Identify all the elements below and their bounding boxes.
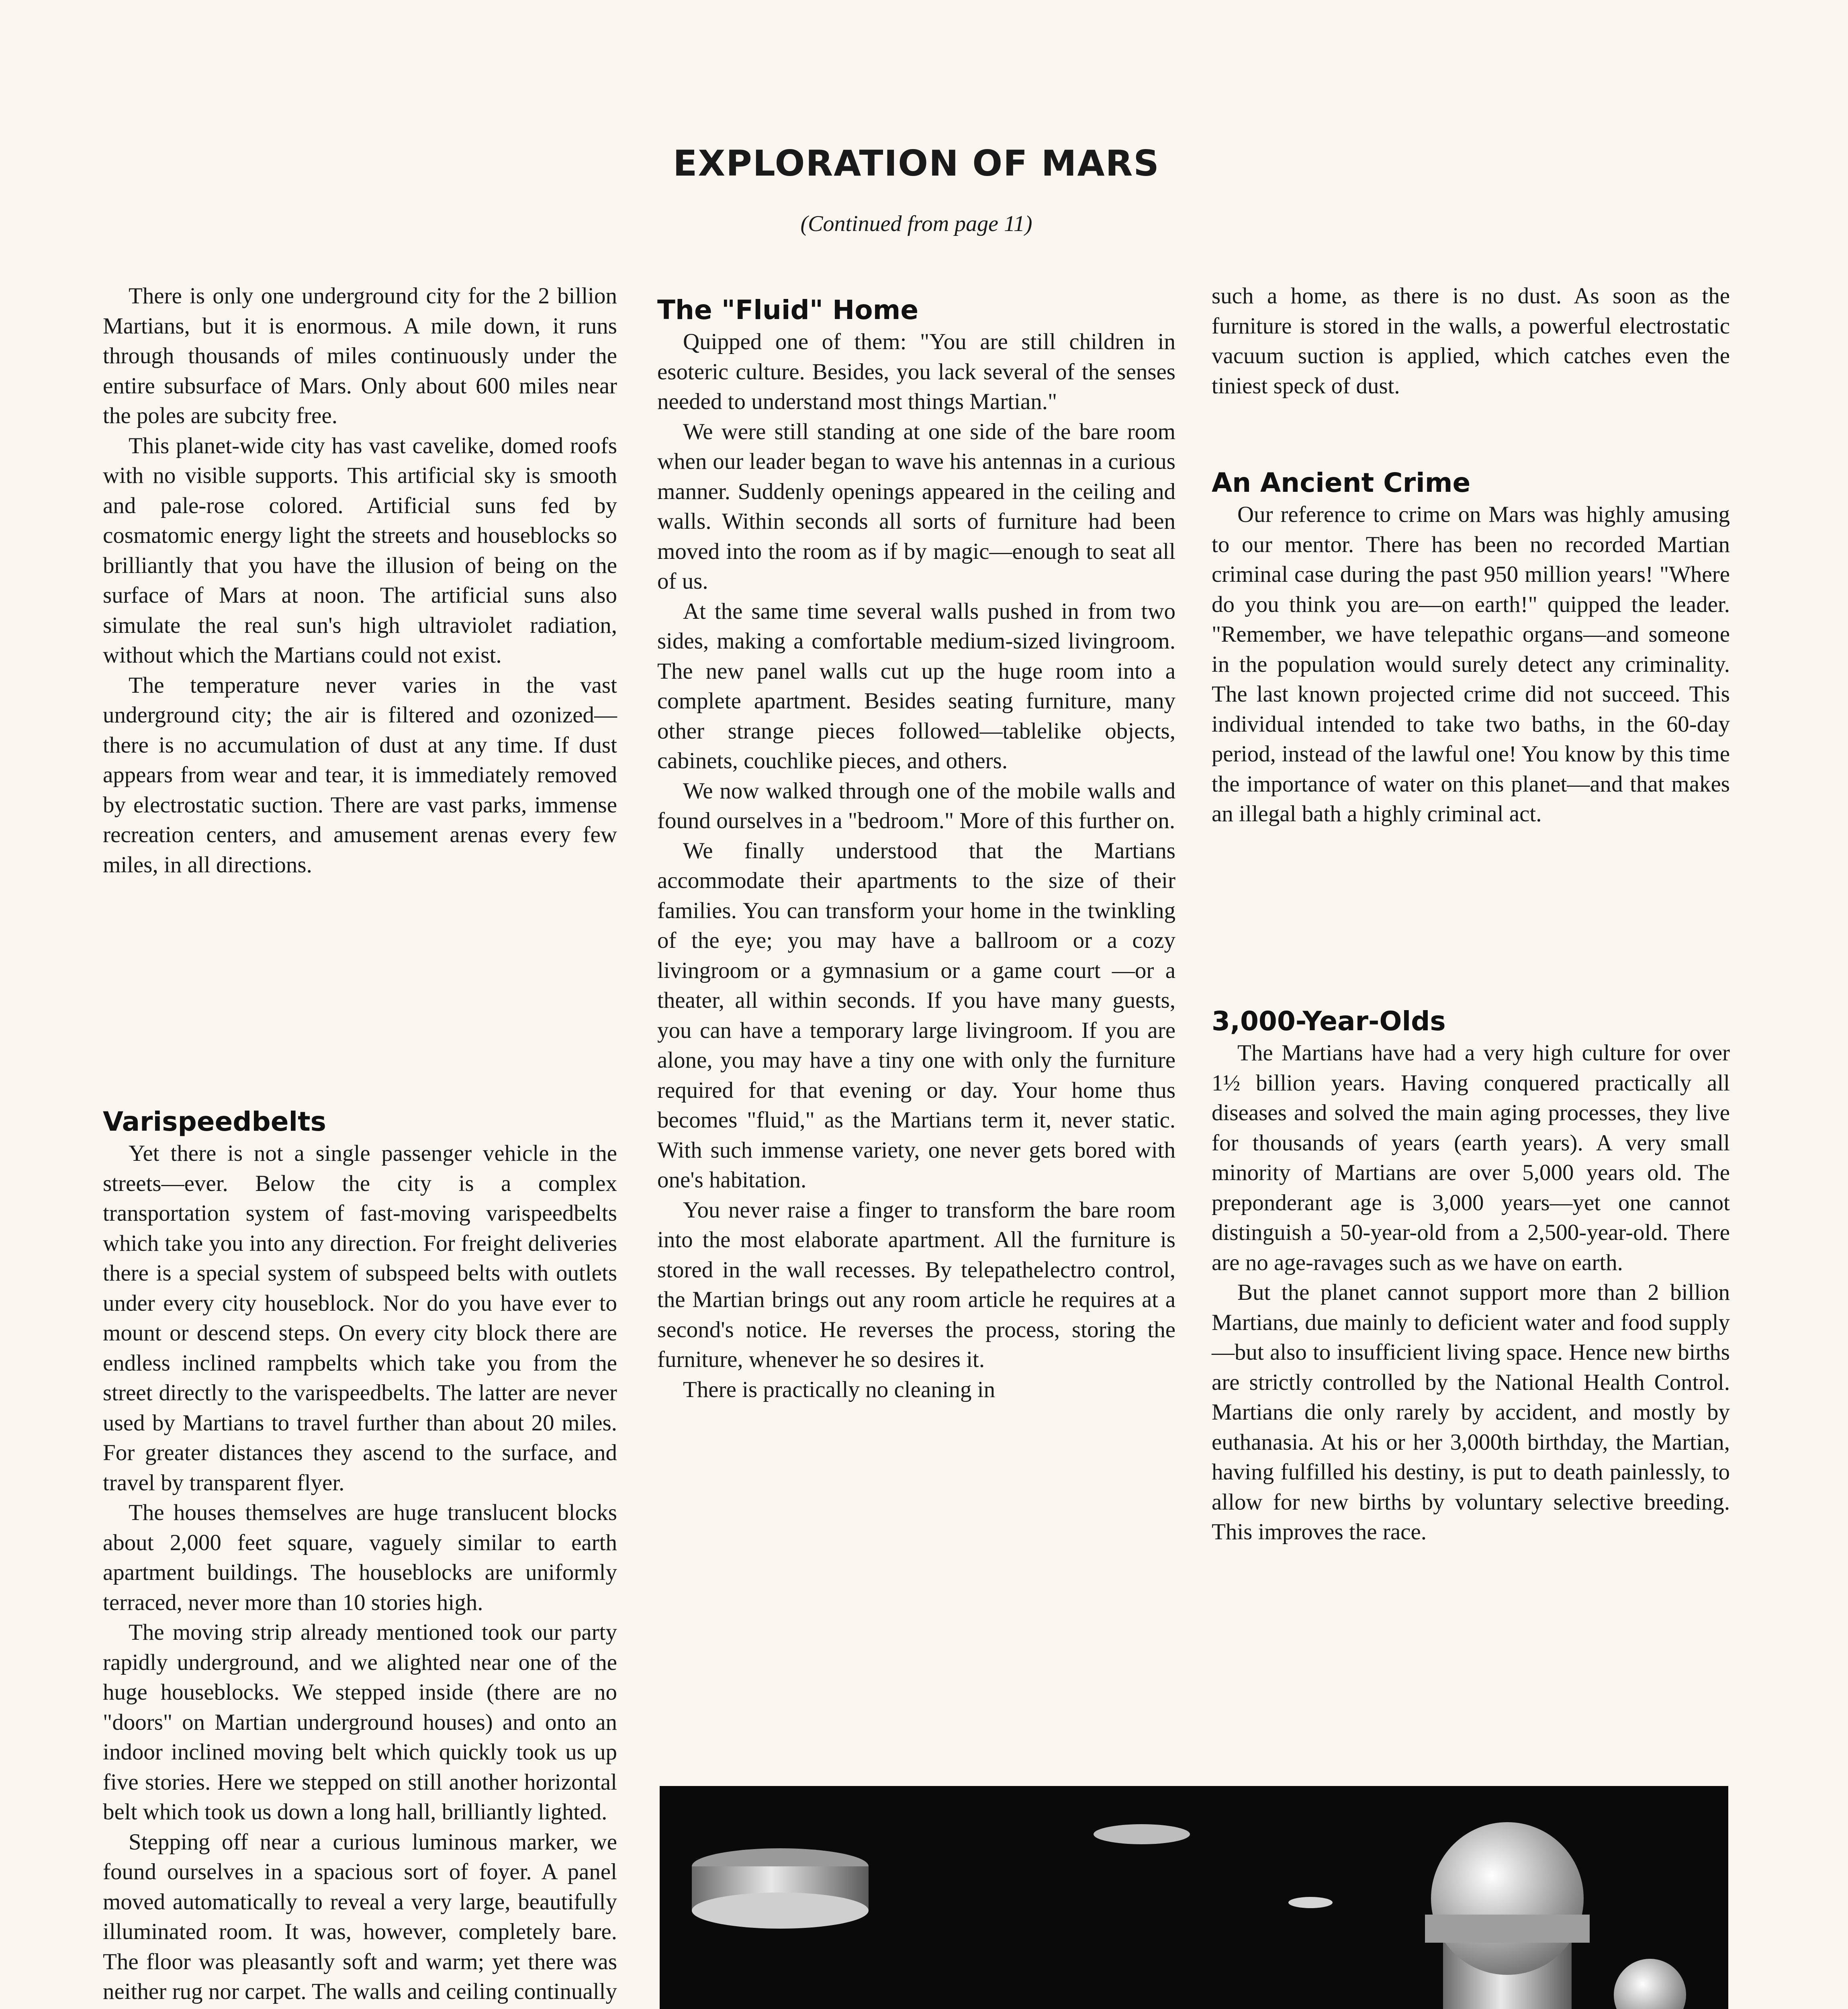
paragraph: The temperature never varies in the vast underground city; the air is filtered and ozonized—there is no accumulation of dust at any time. If dust appears from wear and tear, it is immediately removed by electrostatic suction. There are vast parks, immense recreation centers, and amusement arenas every few miles, in all directions. (103, 672, 617, 878)
paragraph: We now walked through one of the mobile walls and found ourselves in a "bedroom." More of this further on. (657, 778, 1175, 833)
paragraph: The Martians have had a very high culture for over 1½ billion years. Having conquered practically all diseases and solved the main aging processes, they live for thousands of years (earth years). A very small minority of Martians are over 5,000 years old. The preponderant age is 3,000 years—yet one cannot distinguish a 50-year-old from a 2,500-year-old. There are no age-ravages such as we have on earth. (1212, 1040, 1730, 1275)
section-heading: 3,000-Year-Olds (1212, 1006, 1446, 1037)
martian-city-illustration (660, 1786, 1728, 2009)
section-fluid-home-continued (1212, 281, 1730, 401)
paragraph: Quipped one of them: "You are still children in esoteric culture. Besides, you lack several of the senses needed to understand most things Martian." (657, 329, 1175, 414)
section-heading: The "Fluid" Home (657, 295, 919, 325)
paragraph: such a home, as there is no dust. As soon as the furniture is stored in the walls, a powerful electrostatic vacuum suction is applied, which catches even the tiniest speck of dust. (1212, 283, 1730, 399)
paragraph: Our reference to crime on Mars was highly amusing to our mentor. There has been no recorded Martian criminal case during the past 950 million years! "Where do you think you are—on earth!" quipped the leader. "Remember, we have telepathic organs—and someone in the population would surely detect any criminality. The last known projected crime did not succeed. This individual intended to take two baths, in the 60-day period, instead of the lawful one! You know by this time the importance of water on this planet—and that makes an illegal bath a highly criminal act. (1212, 502, 1730, 827)
section-heading: Varispeedbelts (103, 1106, 326, 1137)
paragraph: This planet-wide city has vast cavelike, domed roofs with no visible supports. This artificial sky is smooth and pale-rose colored. Artificial suns fed by cosmatomic energy light the streets and houseblocks so brilliantly that you have the illusion of being on the surface of Mars at noon. The artificial suns also simulate the real sun's high ultraviolet radiation, without which the Martians could not exist. (103, 433, 617, 668)
paragraph: But the planet cannot support more than 2 billion Martians, due mainly to deficient water and food supply—but also to insufficient living space. Hence new births are strictly controlled by the National Health Control. Martians die only rarely by accident, and mostly by euthanasia. At his or her 3,000th birthday, the Martian, having fulfilled his destiny, is put to death painlessly, to allow for new births by voluntary selective breeding. This improves the race. (1212, 1280, 1730, 1545)
section-intro (103, 281, 617, 880)
paragraph: There is only one underground city for the 2 billion Martians, but it is enormous. A mile down, it runs through thousands of miles continuously under the entire subsurface of Mars. Only about 600 miles near the poles are subcity free. (103, 283, 617, 428)
section-heading: An Ancient Crime (1212, 467, 1471, 498)
paragraph: There is practically no cleaning in (683, 1377, 996, 1402)
paragraph: The houses themselves are huge translucent blocks about 2,000 feet square, vaguely similar to earth apartment buildings. The houseblocks are uniformly terraced, never more than 10 stories high. (103, 1500, 617, 1615)
section-varispeedbelts (103, 1105, 617, 2009)
article-title: EXPLORATION OF MARS (673, 143, 1160, 184)
paragraph: At the same time several walls pushed in from two sides, making a comfortable medium-sized livingroom. The new panel walls cut up the huge room into a complete apartment. Besides seating furniture, many other strange pieces followed—tablelike objects, cabinets, couchlike pieces, and others. (657, 598, 1175, 773)
paragraph: You never raise a finger to transform the bare room into the most elaborate apartment. All the furniture is stored in the wall recesses. By telepathelectro control, the Martian brings out any room article he requires at a second's notice. He reverses the process, storing the furniture, whenever he so desires it. (657, 1197, 1175, 1372)
section-fluid-home (657, 293, 1175, 1405)
section-3000-year-olds (1212, 1004, 1730, 1547)
paragraph: The moving strip already mentioned took our party rapidly underground, and we alighted near one of the huge houseblocks. We stepped inside (there are no "doors" on Martian underground houses) and onto an indoor inclined moving belt which quickly took us up five stories. Here we stepped on still another horizontal belt which took us down a long hall, brilliantly lighted. (103, 1620, 617, 1825)
paragraph: We finally understood that the Martians accommodate their apartments to the size of their families. You can transform your home in the twinkling of the eye; you may have a ballroom or a cozy livingroom or a gymnasium or a game court —or a theater, all within seconds. If you have many guests, you can have a temporary large livingroom. If you are alone, you may have a tiny one with only the furniture required for that evening or day. Your home thus becomes "fluid," as the Martians term it, never static. With such immense variety, one never gets bored with one's habitation. (657, 838, 1175, 1193)
paragraph: Stepping off near a curious luminous marker, we found ourselves in a spacious sort of foyer. A panel moved automatically to reveal a very large, beautifully illuminated room. It was, however, completely bare. The floor was pleasantly soft and warm; yet there was neither rug nor carpet. The walls and ceiling continually (103, 1829, 617, 2004)
illustration-artwork (660, 1786, 1728, 2009)
section-ancient-crime (1212, 466, 1730, 829)
paragraph: We were still standing at one side of the bare room when our leader began to wave his antennas in a curious manner. Suddenly openings appeared in the ceiling and walls. Within seconds all sorts of furniture had been moved into the room as if by magic—enough to seat all of us. (657, 419, 1175, 594)
cheesebox-flyer (692, 1848, 869, 1929)
paragraph: Yet there is not a single passenger vehicle in the streets—ever. Below the city is a complex transportation system of fast-moving varispeedbelts which take you into any direction. For freight deliveries there is a special system of subspeed belts with outlets under every city houseblock. Nor do you have ever to mount or descend steps. On every city block there are endless inclined rampbelts which take you from the street directly to the varispeedbelts. The latter are never used by Martians to travel further than about 20 miles. For greater distances they ascend to the surface, and travel by transparent flyer. (103, 1141, 617, 1495)
continued-note: (Continued from page 11) (800, 211, 1032, 236)
